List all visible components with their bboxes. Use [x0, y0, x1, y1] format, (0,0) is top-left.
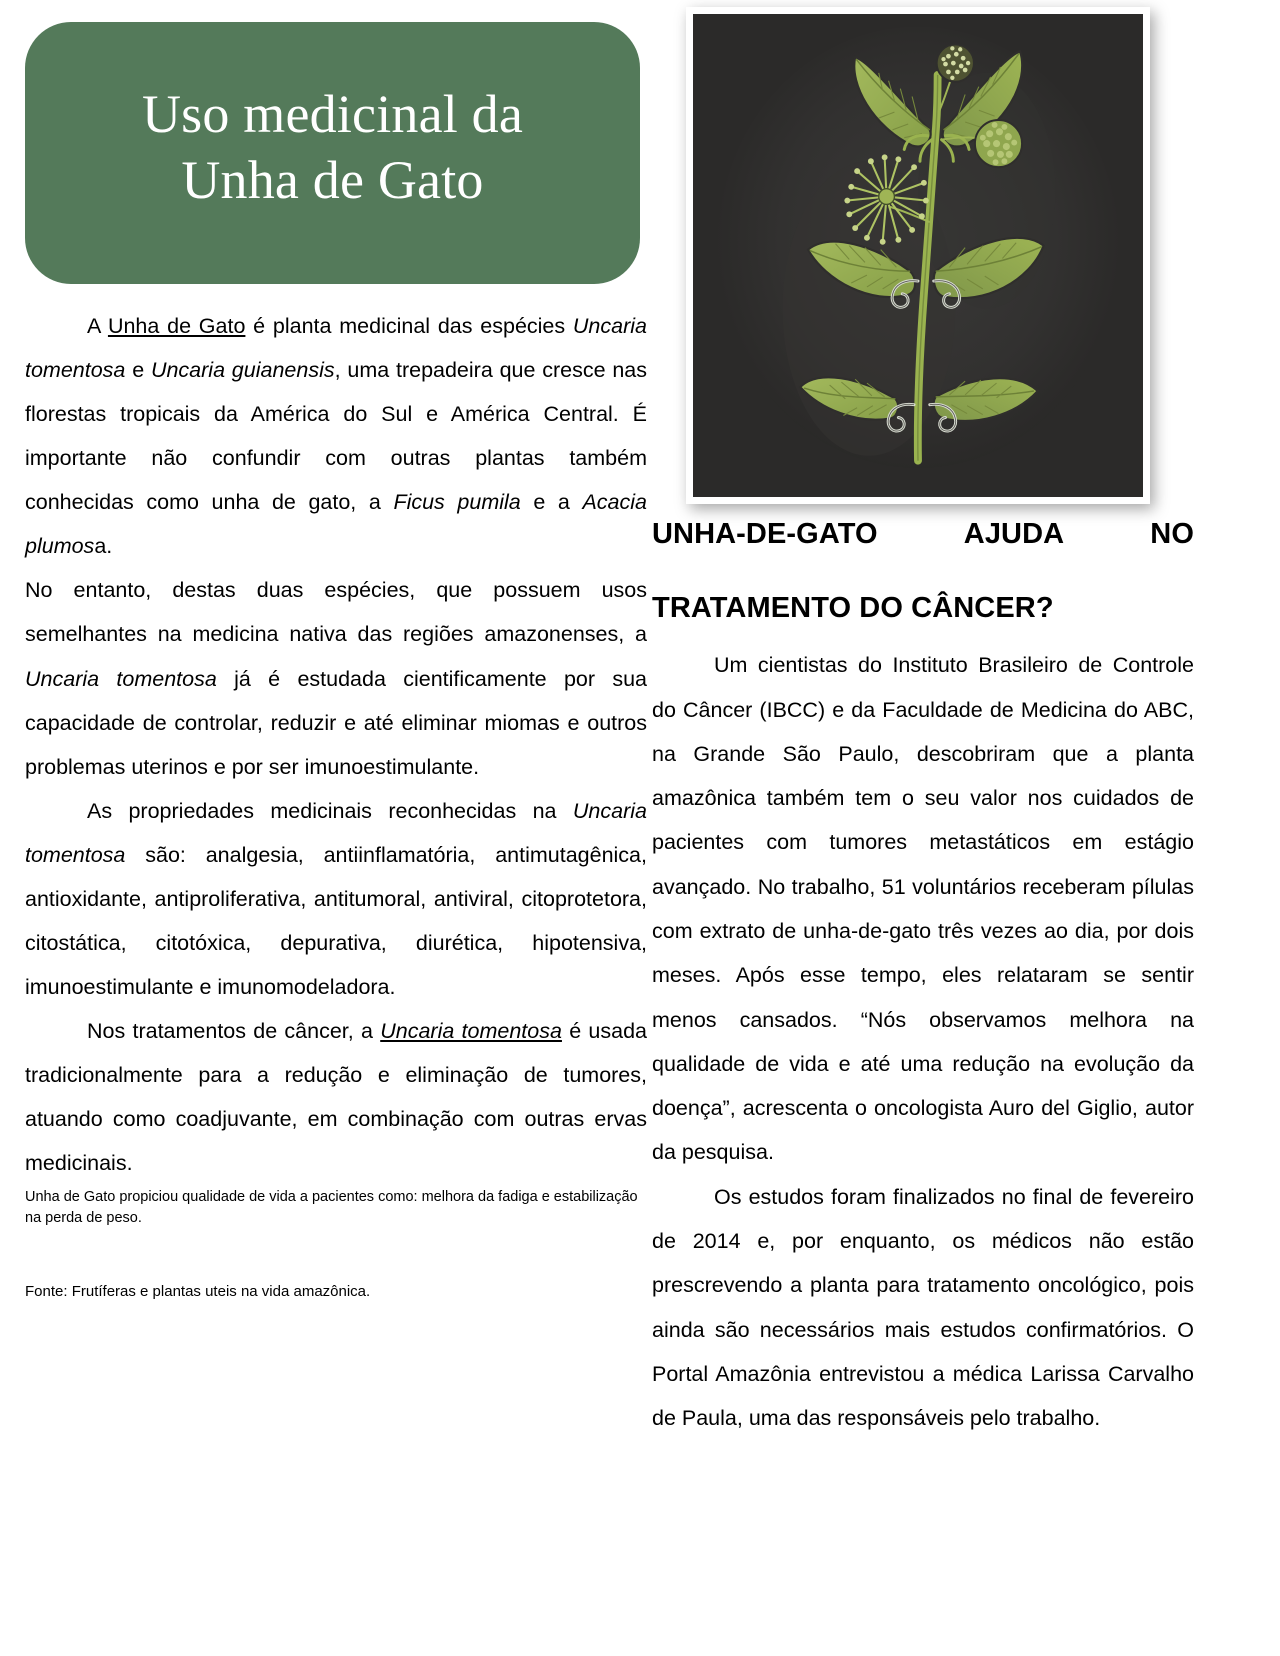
uncaria-tomentosa-plant-illustration: [686, 7, 1150, 504]
title-banner: [25, 22, 640, 284]
section-heading-line-2: TRATAMENTO DO CÂNCER?: [652, 592, 1054, 625]
p1-seg-k: a.: [94, 534, 113, 559]
p1-species-acacia-plumosa: Acacia plumos: [25, 490, 647, 559]
right-column-body: [652, 643, 1194, 1440]
p1-seg-c: é planta medicinal das espécies: [245, 314, 573, 338]
plant-illustration-svg: [693, 14, 1143, 497]
page-title-line-1: Uso medicinal da: [141, 83, 524, 144]
paragraph-1: [25, 304, 647, 568]
p1-species-uncaria-guianensis: Uncaria guianensis: [150, 358, 335, 383]
p4-species-uncaria-tomentosa-underlined: Uncaria tomentosa: [380, 1019, 562, 1043]
p2-seg-a: No entanto, destas duas espécies, que possuem usos semelhantes na medicina nativa das regiões amazonenses, a: [25, 578, 647, 647]
section-heading: [652, 516, 1194, 627]
right-column-text: [652, 516, 1194, 1440]
section-heading-line-1: UNHA-DE-GATO AJUDA NO: [652, 518, 1194, 550]
image-caption: Unha de Gato propiciou qualidade de vida a pacientes como: melhora da fadiga e estabilização na perda de peso.: [25, 1189, 638, 1227]
paragraph-2: [25, 568, 647, 788]
paragraph-3: [25, 789, 647, 1009]
page-title: [142, 81, 523, 214]
p2-species-uncaria-tomentosa: Uncaria tomentosa: [25, 666, 217, 691]
p1-species-uncaria-tomentosa: Uncaria tomentosa: [25, 314, 647, 383]
p1-seg-g: , uma trepadeira que cresce nas florestas tropicais da América do Sul e América Central. É importante não confundir com outras plantas também conhecidas como unha de gato, a: [25, 358, 648, 515]
p1-seg-a: A: [87, 314, 108, 338]
p4-seg-a: Nos tratamentos de câncer, a: [87, 1019, 381, 1043]
p1-unha-de-gato-underlined: Unha de Gato: [107, 314, 246, 338]
p4-seg-c: é usada tradicionalmente para a redução e eliminação de tumores, atuando como coadjuvante, em combinação com outras ervas medicinais.: [25, 1019, 647, 1176]
p1-species-ficus-pumila: Ficus pumila: [393, 490, 521, 515]
p2-seg-c: já é estudada cientificamente por sua capacidade de controlar, reduzir e até eliminar miomas e outros problemas uterinos e por ser imunoestimulante.: [25, 666, 647, 779]
p3-species-uncaria-tomentosa: Uncaria tomentosa: [25, 798, 647, 867]
page-title-line-2: Unha de Gato: [181, 150, 484, 210]
left-column-body: [25, 304, 647, 1302]
source-line: Fonte: Frutíferas e plantas uteis na vida amazônica.: [25, 1283, 371, 1301]
p3-seg-a: As propriedades medicinais reconhecidas na: [87, 798, 573, 823]
paragraph-4: [25, 1009, 647, 1185]
right-paragraph-2: Os estudos foram finalizados no final de fevereiro de 2014 e, por enquanto, os médicos não estão prescrevendo a planta para tratamento oncológico, pois ainda são necessários mais estudos confirmatórios. O Portal Amazônia entrevistou a médica Larissa Carvalho de Paula, uma das responsáveis pelo trabalho.: [652, 1184, 1194, 1431]
right-paragraph-1: Um cientistas do Instituto Brasileiro de Controle do Câncer (IBCC) e da Faculdade de Medicina do ABC, na Grande São Paulo, descobriram que a planta amazônica também tem o seu valor nos cuidados de pacientes com tumores metastáticos em estágio avançado. No trabalho, 51 voluntários receberam pílulas com extrato de unha-de-gato três vezes ao dia, por dois meses. Após esse tempo, eles relataram se sentir menos cansados. “Nós observamos melhora na qualidade de vida e até uma redução na evolução da doença”, acrescenta o oncologista Auro del Giglio, autor da pesquisa.: [652, 653, 1194, 1165]
p1-seg-e: e: [125, 358, 151, 383]
p3-seg-c: são: analgesia, antiinflamatória, antimutagênica, antioxidante, antiproliferativa, antitumoral, antiviral, citoprotetora, citostática, citotóxica, depurativa, diurética, hipotensiva, imunoestimulante e imunomodeladora.: [25, 842, 647, 999]
p1-seg-i: e a: [520, 490, 583, 515]
left-column: [25, 22, 647, 1302]
